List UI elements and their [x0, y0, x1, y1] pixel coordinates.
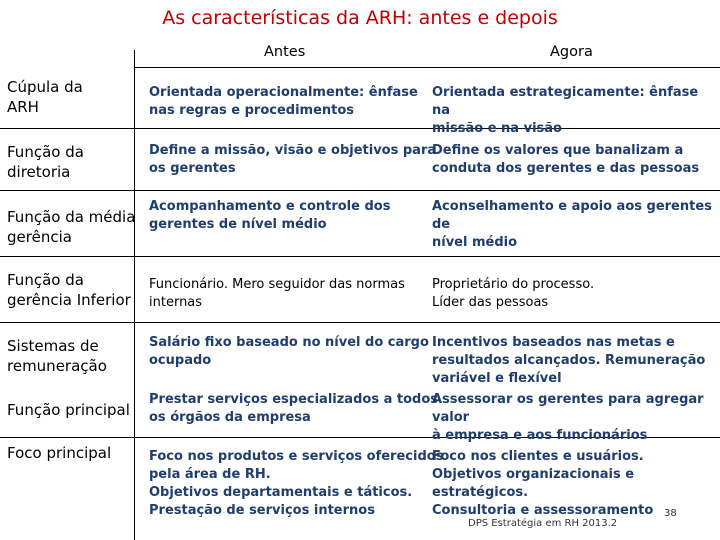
row-label-funcao-principal: Função principal: [7, 401, 130, 419]
cell-agora-gerencia-inferior: Proprietário do processo. Líder das pessoas: [432, 277, 595, 310]
row-divider: [0, 190, 720, 191]
row-label-media-gerencia: Função da média gerência: [7, 208, 136, 246]
cell-antes-foco-principal: Foco nos produtos e serviços oferecidos pela área de RH. Objetivos departamentais e táticos. Prestação de serviços internos: [149, 449, 444, 518]
row-label-remuneracao: Sistemas de remuneração: [7, 337, 107, 375]
column-header-agora: Agora: [550, 44, 593, 60]
page-number: 38: [664, 508, 677, 519]
cell-agora-funcao-principal: Assessorar os gerentes para agregar valor à empresa e aos funcionários: [432, 392, 704, 443]
cell-agora-remuneracao: Incentivos baseados nas metas e resultados alcançados. Remuneração variável e flexível: [432, 335, 706, 386]
cell-agora-media-gerencia: Aconselhamento e apoio aos gerentes de nível médio: [432, 199, 712, 250]
column-header-antes: Antes: [264, 44, 306, 60]
slide-title: As características da ARH: antes e depois: [162, 7, 558, 29]
row-divider: [0, 256, 720, 257]
slide-footer: DPS Estratégia em RH 2013.2: [468, 518, 618, 529]
cell-antes-remuneracao: Salário fixo baseado no nível do cargo ocupado: [149, 335, 429, 368]
row-label-cupula: Cúpula da ARH: [7, 78, 83, 116]
column-divider: [134, 50, 135, 540]
cell-agora-foco-principal: Foco nos clientes e usuários. Objetivos organizacionais e estratégicos. Consultoria e assessoramento: [432, 449, 654, 518]
cell-antes-diretoria: Define a missão, visão e objetivos para os gerentes: [149, 143, 437, 176]
cell-antes-cupula: Orientada operacionalmente: ênfase nas regras e procedimentos: [149, 85, 418, 118]
row-divider: [0, 322, 720, 323]
cell-antes-funcao-principal: Prestar serviços especializados a todos os órgãos da empresa: [149, 392, 438, 425]
row-label-gerencia-inferior: Função da gerência Inferior: [7, 271, 131, 309]
row-label-foco-principal: Foco principal: [7, 444, 112, 462]
row-label-diretoria: Função da diretoria: [7, 143, 84, 181]
header-divider: [134, 67, 720, 68]
cell-agora-cupula: Orientada estrategicamente: ênfase na missão e na visão: [432, 85, 699, 136]
cell-agora-diretoria: Define os valores que banalizam a conduta dos gerentes e das pessoas: [432, 143, 700, 176]
cell-antes-gerencia-inferior: Funcionário. Mero seguidor das normas internas: [149, 277, 405, 310]
cell-antes-media-gerencia: Acompanhamento e controle dos gerentes de nível médio: [149, 199, 391, 232]
